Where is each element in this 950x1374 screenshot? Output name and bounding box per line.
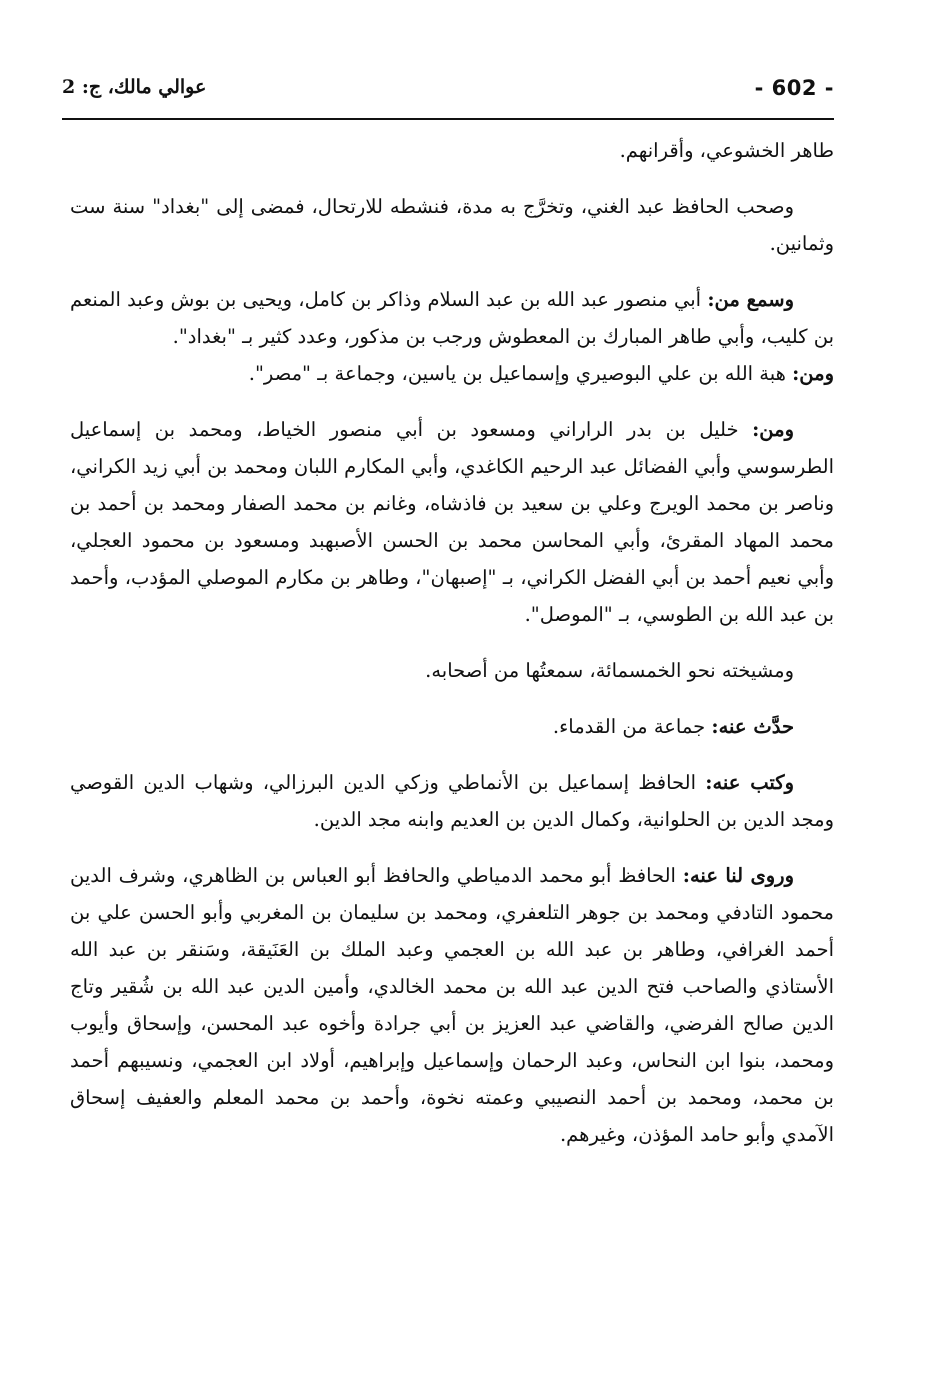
paragraph-8 <box>70 764 834 838</box>
paragraph-9-text: الحافظ أبو محمد الدمياطي والحافظ أبو العباس بن الظاهري، وشرف الدين محمود التادفي ومحمد بن جوهر التلعفري، ومحمد بن سليمان بن المغربي وأبو الحسن علي بن أحمد الغرافي، وطاهر بن عبد الله بن العجمي وعبد الملك بن العَنَيقة، وسَنقر بن عبد الله الأستاذي والصاحب فتح الدين عبد الله بن محمد الخالدي، وأمين الدين عبد الله بن شُقير وتاج الدين صالح الفرضي، والقاضي عبد العزيز بن أبي جرادة وأخوه عبد المحسن، وإسحاق وأيوب ومحمد، بنوا ابن النحاس، وعبد الرحمان وإسماعيل وإبراهيم، أولاد ابن العجمي، ونسيبهم أحمد بن محمد، ومحمد بن أحمد النصيبي وعمته نخوة، وأحمد بن محمد المعلم والعفيف إسحاق الآمدي وأبو حامد المؤذن، وغيرهم. <box>70 864 834 1146</box>
paragraph-gap <box>70 745 834 764</box>
header-divider <box>62 118 834 120</box>
paragraph-5-label: ومن: <box>752 418 795 441</box>
paragraph-gap <box>70 392 834 411</box>
paragraph-3-text: أبي منصور عبد الله بن عبد السلام وذاكر بن كامل، ويحيى بن بوش وعبد المنعم بن كليب، وأبي طاهر المبارك بن المعطوش ورجب بن مذكور، وعدد كثير بـ "بغداد". <box>70 288 834 348</box>
paragraph-4-text: هبة الله بن علي البوصيري وإسماعيل بن ياسين، وجماعة بـ "مصر". <box>248 362 786 385</box>
paragraph-7-text: جماعة من القدماء. <box>552 715 706 738</box>
paragraph-9 <box>70 857 834 1153</box>
paragraph-4-label: ومن: <box>792 362 834 385</box>
paragraph-3 <box>70 281 834 355</box>
page-number: - 602 - <box>754 76 834 100</box>
paragraph-2: وصحب الحافظ عبد الغني، وتخرَّج به مدة، فنشطه للارتحال، فمضى إلى "بغداد" سنة ست وثمانين. <box>70 195 834 255</box>
paragraph-gap <box>70 262 834 281</box>
paragraph-5-text: خليل بن بدر الراراني ومسعود بن أبي منصور الخياط، ومحمد بن إسماعيل الطرسوسي وأبي الفضائل عبد الرحيم الكاغدي، وأبي المكارم اللبان ومحمد بن أبي زيد الكراني، وناصر بن محمد الويرج وعلي بن سعيد بن فاذشاه، وغانم بن محمد الصفار ومحمد بن أحمد بن محمد المهاد المقرئ، وأبي المحاسن محمد بن الحسن الأصبهبد ومسعود بن محمود العجلي، وأبي نعيم أحمد بن أبي الفضل الكراني، بـ "إصبهان"، وطاهر بن مكارم الموصلي المؤدب، وأحمد بن عبد الله بن الطوسي، بـ "الموصل". <box>70 418 834 626</box>
paragraph-gap <box>70 169 834 188</box>
paragraph-8-text: الحافظ إسماعيل بن الأنماطي وزكي الدين البرزالي، وشهاب الدين القوصي ومجد الدين بن الحلوانية، وكمال الدين بن العديم وابنه مجد الدين. <box>70 771 834 831</box>
paragraph-7-label: حدَّث عنه: <box>711 715 794 738</box>
paragraph-4 <box>70 355 834 392</box>
paragraph-gap <box>70 633 834 652</box>
running-title: عوالي مالك، ج: 2 <box>62 76 207 98</box>
paragraph-6: ومشيخته نحو الخمسمائة، سمعتُها من أصحابه. <box>425 659 794 682</box>
body-text <box>70 132 834 1153</box>
paragraph-3-label: وسمع من: <box>707 288 795 311</box>
paragraph-9-label: وروى لنا عنه: <box>682 864 795 887</box>
paragraph-1: طاهر الخشوعي، وأقرانهم. <box>619 139 834 162</box>
paragraph-7 <box>70 708 834 745</box>
paragraph-8-label: وكتب عنه: <box>705 771 794 794</box>
paragraph-gap <box>70 838 834 857</box>
paragraph-5 <box>70 411 834 633</box>
page-header <box>62 72 834 116</box>
paragraph-gap <box>70 689 834 708</box>
